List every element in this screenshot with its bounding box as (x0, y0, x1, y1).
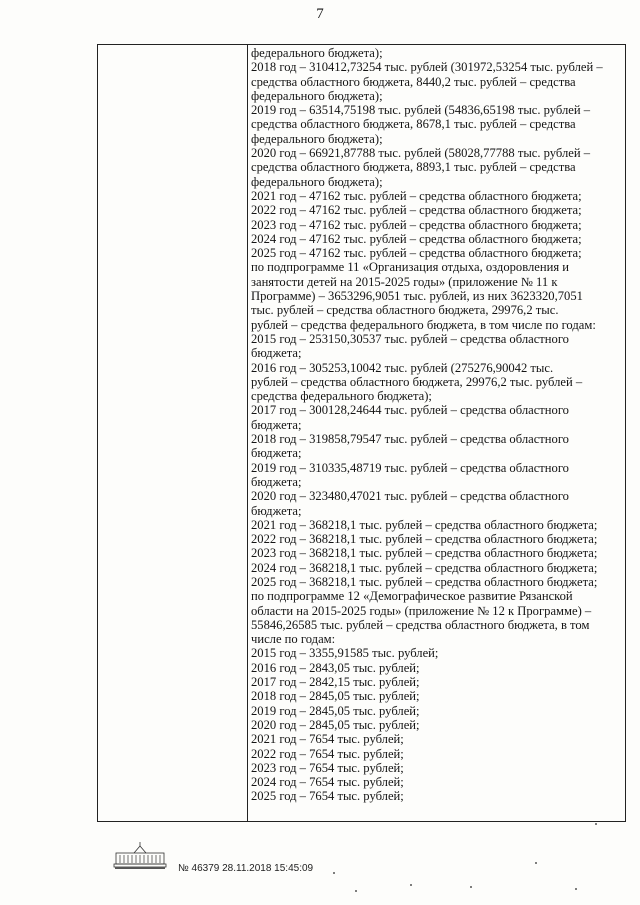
text-line: 2018 год – 2845,05 тыс. рублей; (251, 689, 420, 704)
text-line: области на 2015-2025 годы» (приложение № 12 к Программе) – (251, 603, 592, 618)
text-line: 2023 год – 47162 тыс. рублей – средства областного бюджета; (251, 217, 582, 232)
text-line: 2024 год – 368218,1 тыс. рублей – средства областного бюджета; (251, 560, 598, 575)
text-line: занятости детей на 2015-2025 годы» (приложение № 11 к (251, 274, 558, 289)
text-line: 2018 год – 319858,79547 тыс. рублей – средства областного (251, 432, 569, 447)
registration-stamp: № 46379 28.11.2018 15:45:09 (178, 863, 314, 874)
text-line: 2020 год – 323480,47021 тыс. рублей – средства областного (251, 489, 569, 504)
page-number: 7 (316, 6, 324, 22)
text-line: бюджета; (251, 474, 302, 489)
text-line: 2020 год – 2845,05 тыс. рублей; (251, 717, 420, 732)
text-line: бюджета; (251, 503, 302, 518)
text-line: 2023 год – 7654 тыс. рублей; (251, 760, 404, 775)
text-line: 2023 год – 368218,1 тыс. рублей – средства областного бюджета; (251, 546, 598, 561)
scan-speck (355, 890, 357, 892)
financing-text-column (251, 46, 623, 804)
text-line: бюджета; (251, 417, 302, 432)
text-line: 2017 год – 2842,15 тыс. рублей; (251, 675, 420, 690)
text-line: 2022 год – 368218,1 тыс. рублей – средства областного бюджета; (251, 532, 598, 547)
text-line: 2021 год – 368218,1 тыс. рублей – средства областного бюджета; (251, 517, 598, 532)
text-line: средства областного бюджета, 8893,1 тыс. рублей – средства (251, 160, 576, 175)
text-line: 2015 год – 3355,91585 тыс. рублей; (251, 646, 439, 661)
text-line: по подпрограмме 11 «Организация отдыха, оздоровления и (251, 260, 570, 275)
text-line: бюджета; (251, 446, 302, 461)
scan-speck (333, 872, 335, 874)
scan-speck (575, 888, 577, 890)
text-line: рублей – средства областного бюджета, 29976,2 тыс. рублей – (251, 374, 583, 389)
text-line: 2016 год – 305253,10042 тыс. рублей (275276,90042 тыс. (251, 360, 554, 375)
text-line: 2025 год – 368218,1 тыс. рублей – средства областного бюджета; (251, 574, 598, 589)
text-line: рублей – средства федерального бюджета, в том числе по годам: (251, 317, 596, 332)
text-line: 2025 год – 7654 тыс. рублей; (251, 789, 404, 804)
text-line: бюджета; (251, 346, 302, 361)
text-line: 55846,26585 тыс. рублей – средства областного бюджета, в том (251, 617, 590, 632)
text-line: 2019 год – 63514,75198 тыс. рублей (54836,65198 тыс. рублей – (251, 103, 591, 118)
scan-speck (535, 862, 537, 864)
text-line: 2017 год – 300128,24644 тыс. рублей – средства областного (251, 403, 569, 418)
scan-speck (595, 823, 597, 825)
text-line: 2018 год – 310412,73254 тыс. рублей (301972,53254 тыс. рублей – (251, 60, 603, 75)
text-line: по подпрограмме 12 «Демографическое развитие Рязанской (251, 589, 573, 604)
text-line: федерального бюджета); (251, 174, 383, 189)
text-line: 2022 год – 47162 тыс. рублей – средства областного бюджета; (251, 203, 582, 218)
text-line: федерального бюджета); (251, 46, 383, 60)
text-line: средства областного бюджета, 8678,1 тыс. рублей – средства (251, 117, 576, 132)
text-line: 2021 год – 47162 тыс. рублей – средства областного бюджета; (251, 188, 582, 203)
scan-speck (410, 884, 412, 886)
government-building-logo (110, 840, 170, 870)
text-line: 2019 год – 310335,48719 тыс. рублей – средства областного (251, 460, 569, 475)
text-line: 2019 год – 2845,05 тыс. рублей; (251, 703, 420, 718)
text-line: федерального бюджета); (251, 88, 383, 103)
text-line: федерального бюджета); (251, 131, 383, 146)
text-line: 2015 год – 253150,30537 тыс. рублей – средства областного (251, 331, 569, 346)
text-line: 2025 год – 47162 тыс. рублей – средства областного бюджета; (251, 246, 582, 261)
scan-speck (470, 886, 472, 888)
text-line: 2020 год – 66921,87788 тыс. рублей (58028,77788 тыс. рублей – (251, 146, 591, 161)
text-line: тыс. рублей – средства областного бюджета, 29976,2 тыс. (251, 303, 559, 318)
text-line: 2021 год – 7654 тыс. рублей; (251, 732, 404, 747)
text-line: средства областного бюджета, 8440,2 тыс. рублей – средства (251, 74, 576, 89)
text-line: 2024 год – 7654 тыс. рублей; (251, 775, 404, 790)
text-line: 2016 год – 2843,05 тыс. рублей; (251, 660, 420, 675)
table-column-divider (247, 44, 248, 822)
text-line: средства федерального бюджета); (251, 389, 432, 404)
text-line: числе по годам: (251, 632, 336, 647)
text-line: 2024 год – 47162 тыс. рублей – средства областного бюджета; (251, 231, 582, 246)
text-line: Программе) – 3653296,9051 тыс. рублей, из них 3623320,7051 (251, 289, 583, 304)
text-line: 2022 год – 7654 тыс. рублей; (251, 746, 404, 761)
